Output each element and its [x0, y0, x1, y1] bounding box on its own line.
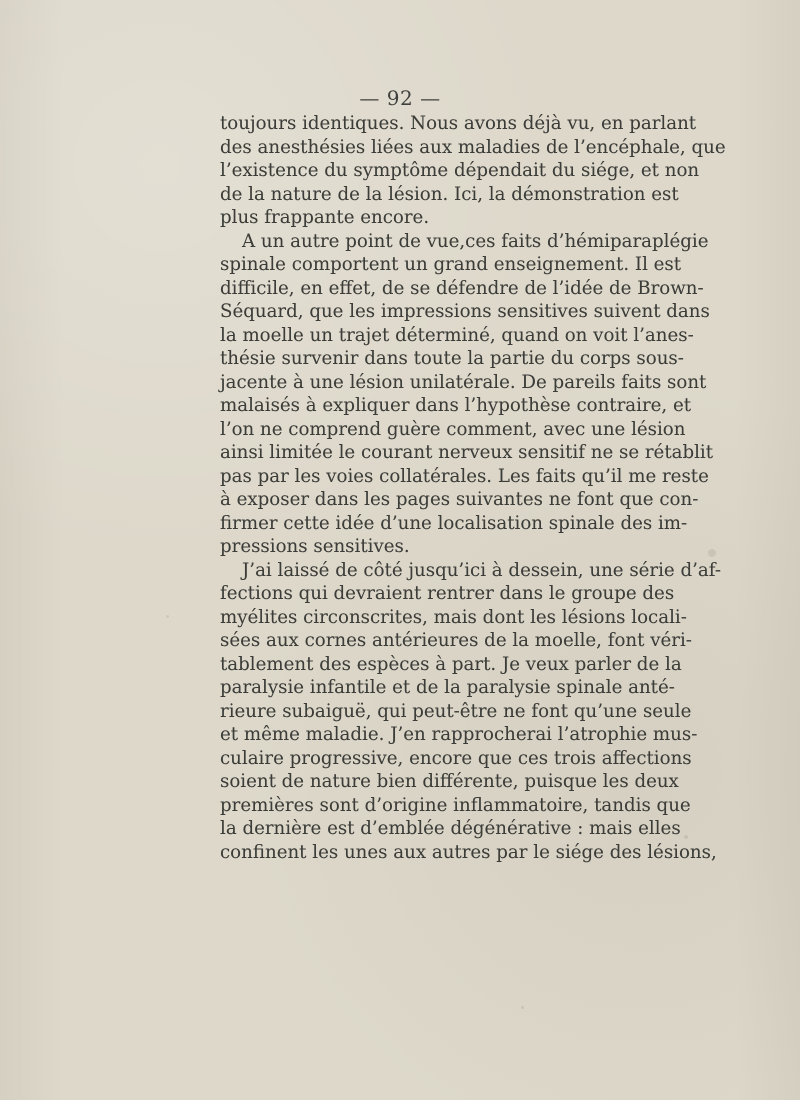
text-line: pas par les voies collatérales. Les faits qu’il me reste: [220, 465, 709, 487]
text-line: soient de nature bien différente, puisque les deux: [220, 771, 679, 792]
paper-speck: [708, 549, 716, 557]
text-line: de la nature de la lésion. Ici, la démonstration est: [220, 183, 679, 205]
text-line: J’ai laissé de côté jusqu’ici à dessein, une série d’af-: [242, 559, 721, 581]
text-line: culaire progressive, encore que ces trois affections: [220, 747, 692, 769]
text-line: ainsi limitée le courant nerveux sensitif ne se rétablit: [220, 442, 714, 463]
text-line: à exposer dans les pages suivantes ne font que con-: [220, 489, 699, 510]
text-line: firmer cette idée d’une localisation spinale des im-: [220, 512, 688, 534]
text-line: l’on ne comprend guère comment, avec une lésion: [220, 418, 686, 440]
body-text: [220, 112, 726, 864]
text-line: myélites circonscrites, mais dont les lésions locali-: [220, 606, 687, 628]
text-line: des anesthésies liées aux maladies de l’encéphale, que: [220, 136, 726, 158]
text-line: premières sont d’origine inflammatoire, tandis que: [220, 794, 691, 816]
text-line: confinent les unes aux autres par le siége des lésions,: [220, 841, 717, 863]
text-line: la dernière est d’emblée dégénérative : mais elles: [220, 818, 681, 839]
text-line: Séquard, que les impressions sensitives suivent dans: [220, 301, 710, 322]
text-line: jacente à une lésion unilatérale. De pareils faits sont: [220, 371, 707, 393]
page-number: — 92 —: [359, 86, 441, 110]
text-line: rieure subaiguë, qui peut-être ne font qu’une seule: [220, 700, 692, 722]
text-line: sées aux cornes antérieures de la moelle, font véri-: [220, 630, 692, 651]
paper-speck: [684, 835, 688, 839]
text-line: paralysie infantile et de la paralysie spinale anté-: [220, 677, 675, 698]
text-line: difficile, en effet, de se défendre de l’idée de Brown-: [220, 277, 704, 299]
text-line: A un autre point de vue,ces faits d’hémiparaplégie: [242, 230, 709, 252]
text-line: spinale comportent un grand enseignement. Il est: [220, 254, 682, 275]
text-line: plus frappante encore.: [220, 207, 430, 228]
text-line: malaisés à expliquer dans l’hypothèse contraire, et: [220, 395, 692, 416]
text-line: tablement des espèces à part. Je veux parler de la: [220, 653, 682, 675]
text-line: fections qui devraient rentrer dans le groupe des: [220, 583, 675, 604]
text-line: l’existence du symptôme dépendait du siége, et non: [220, 160, 700, 181]
text-line: pressions sensitives.: [220, 536, 410, 557]
text-line: thésie survenir dans toute la partie du corps sous-: [220, 348, 684, 369]
text-line: la moelle un trajet déterminé, quand on voit l’anes-: [220, 324, 694, 346]
paper-speck: [166, 615, 169, 618]
text-line: et même maladie. J’en rapprocherai l’atrophie mus-: [220, 724, 698, 745]
text-line: toujours identiques. Nous avons déjà vu, en parlant: [220, 113, 697, 134]
paper-speck: [521, 1006, 524, 1009]
